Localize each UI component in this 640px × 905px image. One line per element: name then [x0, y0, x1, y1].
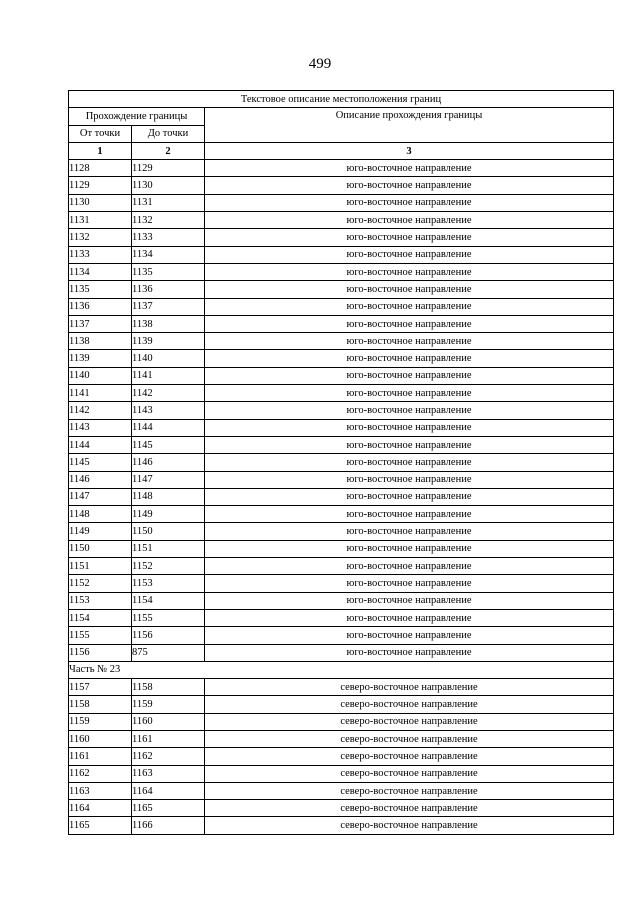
point-from-cell: 1157 — [69, 679, 132, 696]
point-to-cell: 1138 — [132, 315, 205, 332]
point-to-cell: 1164 — [132, 782, 205, 799]
point-from-cell: 1149 — [69, 523, 132, 540]
table-row — [69, 315, 614, 332]
point-from-cell: 1152 — [69, 575, 132, 592]
direction-cell: юго-восточное направление — [205, 315, 614, 332]
direction-cell: юго-восточное направление — [205, 488, 614, 505]
col-number-3: 3 — [205, 142, 614, 159]
point-to-cell: 1162 — [132, 748, 205, 765]
point-from-cell: 1130 — [69, 194, 132, 211]
point-from-cell: 1154 — [69, 609, 132, 626]
table-row — [69, 558, 614, 575]
point-from-cell: 1164 — [69, 800, 132, 817]
direction-cell: северо-восточное направление — [205, 817, 614, 834]
point-to-cell: 1149 — [132, 506, 205, 523]
point-from-cell: 1146 — [69, 471, 132, 488]
col-number-1: 1 — [69, 142, 132, 159]
table-row — [69, 817, 614, 834]
part-label: Часть № 23 — [69, 661, 614, 678]
point-to-cell: 1135 — [132, 263, 205, 280]
point-to-cell: 1130 — [132, 177, 205, 194]
point-to-cell: 1145 — [132, 436, 205, 453]
point-to-cell: 875 — [132, 644, 205, 661]
direction-cell: юго-восточное направление — [205, 402, 614, 419]
direction-cell: юго-восточное направление — [205, 506, 614, 523]
direction-cell: юго-восточное направление — [205, 263, 614, 280]
table-row — [69, 800, 614, 817]
col-from-header: От точки — [69, 125, 132, 142]
table-row — [69, 765, 614, 782]
point-from-cell: 1160 — [69, 730, 132, 747]
point-from-cell: 1135 — [69, 281, 132, 298]
point-to-cell: 1165 — [132, 800, 205, 817]
point-to-cell: 1151 — [132, 540, 205, 557]
table-row — [69, 350, 614, 367]
point-from-cell: 1136 — [69, 298, 132, 315]
point-from-cell: 1144 — [69, 436, 132, 453]
direction-cell: юго-восточное направление — [205, 229, 614, 246]
point-from-cell: 1148 — [69, 506, 132, 523]
direction-cell: юго-восточное направление — [205, 419, 614, 436]
point-to-cell: 1143 — [132, 402, 205, 419]
table-row — [69, 229, 614, 246]
table-row — [69, 281, 614, 298]
point-from-cell: 1155 — [69, 627, 132, 644]
direction-cell: юго-восточное направление — [205, 471, 614, 488]
point-from-cell: 1163 — [69, 782, 132, 799]
point-to-cell: 1137 — [132, 298, 205, 315]
point-from-cell: 1156 — [69, 644, 132, 661]
point-to-cell: 1142 — [132, 385, 205, 402]
direction-cell: юго-восточное направление — [205, 160, 614, 177]
table-row — [69, 471, 614, 488]
direction-cell: юго-восточное направление — [205, 540, 614, 557]
direction-cell: северо-восточное направление — [205, 679, 614, 696]
table-title-row — [69, 91, 614, 108]
point-to-cell: 1159 — [132, 696, 205, 713]
direction-cell: юго-восточное направление — [205, 246, 614, 263]
point-to-cell: 1134 — [132, 246, 205, 263]
table-row — [69, 523, 614, 540]
direction-cell: северо-восточное направление — [205, 696, 614, 713]
table-row — [69, 246, 614, 263]
point-to-cell: 1148 — [132, 488, 205, 505]
table-row — [69, 263, 614, 280]
table-row — [69, 644, 614, 661]
point-to-cell: 1141 — [132, 367, 205, 384]
point-from-cell: 1134 — [69, 263, 132, 280]
direction-cell: юго-восточное направление — [205, 298, 614, 315]
direction-cell: юго-восточное направление — [205, 454, 614, 471]
point-to-cell: 1139 — [132, 333, 205, 350]
table-row — [69, 367, 614, 384]
table-row — [69, 782, 614, 799]
point-to-cell: 1160 — [132, 713, 205, 730]
point-to-cell: 1154 — [132, 592, 205, 609]
point-to-cell: 1136 — [132, 281, 205, 298]
direction-cell: юго-восточное направление — [205, 575, 614, 592]
point-to-cell: 1158 — [132, 679, 205, 696]
direction-cell: юго-восточное направление — [205, 194, 614, 211]
table-row — [69, 402, 614, 419]
direction-cell: юго-восточное направление — [205, 281, 614, 298]
table-row — [69, 540, 614, 557]
table-row — [69, 385, 614, 402]
col-desc-header: Описание прохождения границы — [205, 108, 614, 143]
point-to-cell: 1133 — [132, 229, 205, 246]
direction-cell: юго-восточное направление — [205, 212, 614, 229]
point-to-cell: 1152 — [132, 558, 205, 575]
direction-cell: северо-восточное направление — [205, 782, 614, 799]
point-from-cell: 1141 — [69, 385, 132, 402]
direction-cell: юго-восточное направление — [205, 350, 614, 367]
point-to-cell: 1161 — [132, 730, 205, 747]
point-to-cell: 1155 — [132, 609, 205, 626]
point-from-cell: 1162 — [69, 765, 132, 782]
table-row — [69, 592, 614, 609]
point-to-cell: 1147 — [132, 471, 205, 488]
direction-cell: юго-восточное направление — [205, 627, 614, 644]
direction-cell: северо-восточное направление — [205, 730, 614, 747]
point-to-cell: 1129 — [132, 160, 205, 177]
point-from-cell: 1142 — [69, 402, 132, 419]
point-to-cell: 1144 — [132, 419, 205, 436]
table-row — [69, 679, 614, 696]
point-from-cell: 1133 — [69, 246, 132, 263]
point-from-cell: 1159 — [69, 713, 132, 730]
point-to-cell: 1150 — [132, 523, 205, 540]
direction-cell: северо-восточное направление — [205, 713, 614, 730]
point-from-cell: 1161 — [69, 748, 132, 765]
point-to-cell: 1146 — [132, 454, 205, 471]
table-row — [69, 454, 614, 471]
table-row — [69, 506, 614, 523]
group-header-row — [69, 108, 614, 125]
point-from-cell: 1153 — [69, 592, 132, 609]
table-row — [69, 333, 614, 350]
direction-cell: юго-восточное направление — [205, 385, 614, 402]
direction-cell: северо-восточное направление — [205, 748, 614, 765]
direction-cell: юго-восточное направление — [205, 333, 614, 350]
table-row — [69, 160, 614, 177]
point-from-cell: 1165 — [69, 817, 132, 834]
point-from-cell: 1150 — [69, 540, 132, 557]
table-row — [69, 177, 614, 194]
table-row — [69, 419, 614, 436]
table-row — [69, 436, 614, 453]
group-header: Прохождение границы — [69, 108, 205, 125]
boundary-description-table — [68, 90, 614, 835]
point-from-cell: 1132 — [69, 229, 132, 246]
table-row — [69, 713, 614, 730]
direction-cell: юго-восточное направление — [205, 558, 614, 575]
point-from-cell: 1128 — [69, 160, 132, 177]
col-to-header: До точки — [132, 125, 205, 142]
point-from-cell: 1137 — [69, 315, 132, 332]
table-row — [69, 730, 614, 747]
table-row — [69, 194, 614, 211]
column-number-row — [69, 142, 614, 159]
part-row — [69, 661, 614, 678]
table-row — [69, 212, 614, 229]
point-from-cell: 1151 — [69, 558, 132, 575]
point-to-cell: 1153 — [132, 575, 205, 592]
direction-cell: юго-восточное направление — [205, 177, 614, 194]
table-row — [69, 627, 614, 644]
direction-cell: юго-восточное направление — [205, 523, 614, 540]
direction-cell: юго-восточное направление — [205, 436, 614, 453]
point-from-cell: 1143 — [69, 419, 132, 436]
table-row — [69, 696, 614, 713]
direction-cell: юго-восточное направление — [205, 592, 614, 609]
table-row — [69, 748, 614, 765]
table-row — [69, 609, 614, 626]
table-row — [69, 298, 614, 315]
direction-cell: северо-восточное направление — [205, 800, 614, 817]
point-from-cell: 1129 — [69, 177, 132, 194]
point-to-cell: 1132 — [132, 212, 205, 229]
point-from-cell: 1131 — [69, 212, 132, 229]
direction-cell: юго-восточное направление — [205, 644, 614, 661]
point-to-cell: 1156 — [132, 627, 205, 644]
table-title: Текстовое описание местоположения границ — [69, 91, 614, 108]
point-to-cell: 1131 — [132, 194, 205, 211]
point-from-cell: 1158 — [69, 696, 132, 713]
direction-cell: северо-восточное направление — [205, 765, 614, 782]
table-row — [69, 575, 614, 592]
table-row — [69, 488, 614, 505]
page-number: 499 — [308, 56, 332, 72]
point-from-cell: 1145 — [69, 454, 132, 471]
point-from-cell: 1138 — [69, 333, 132, 350]
point-from-cell: 1140 — [69, 367, 132, 384]
point-to-cell: 1166 — [132, 817, 205, 834]
point-to-cell: 1163 — [132, 765, 205, 782]
direction-cell: юго-восточное направление — [205, 609, 614, 626]
direction-cell: юго-восточное направление — [205, 367, 614, 384]
point-from-cell: 1139 — [69, 350, 132, 367]
point-from-cell: 1147 — [69, 488, 132, 505]
point-to-cell: 1140 — [132, 350, 205, 367]
col-number-2: 2 — [132, 142, 205, 159]
